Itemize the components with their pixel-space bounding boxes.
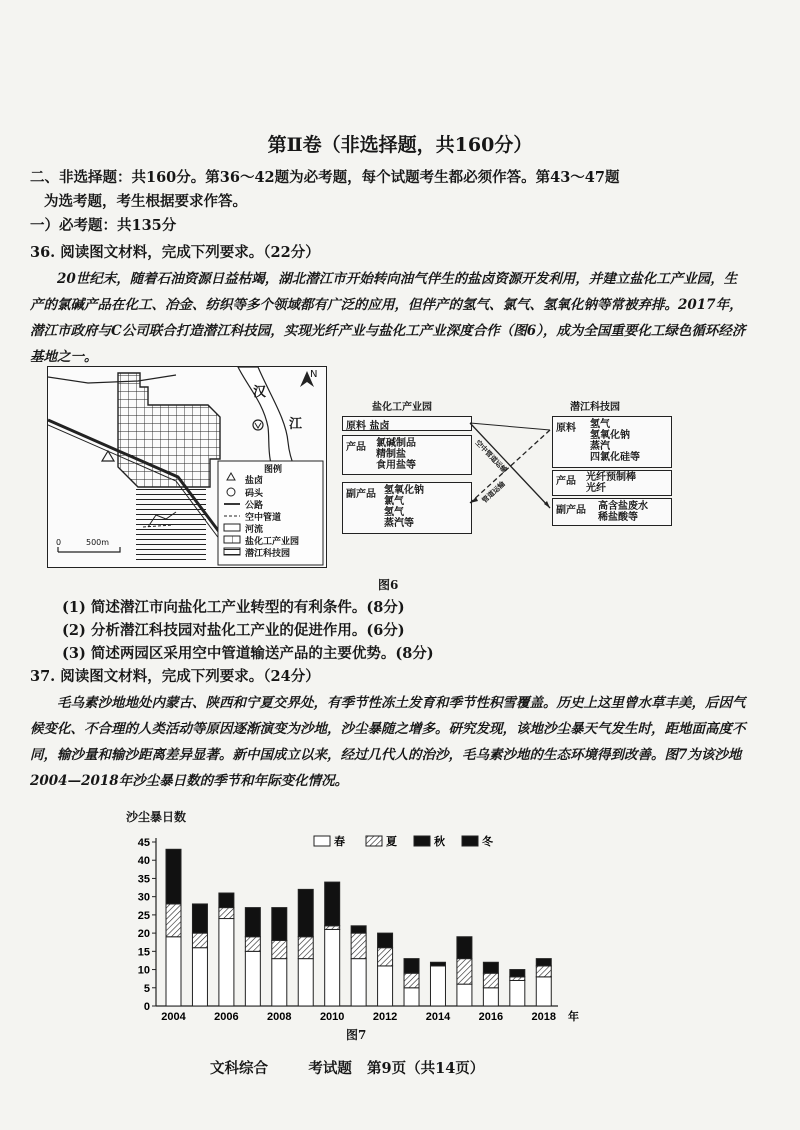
legend-title: 图例 — [264, 465, 283, 475]
legend-item: 盐化工产业园 — [245, 537, 300, 547]
bar-segment — [536, 977, 551, 1006]
legend-swatch — [414, 836, 430, 846]
legend-item: 空中管道 — [245, 513, 282, 523]
bar-segment — [219, 908, 234, 919]
arrow-label-down: 管道运输 — [480, 480, 507, 505]
north-label: N — [310, 369, 318, 380]
y-tick-label: 25 — [137, 909, 150, 922]
bar-segment — [404, 988, 419, 1006]
byproduct-item: 氢氧化钠 — [384, 485, 424, 496]
y-tick-label: 30 — [137, 891, 150, 904]
q36-header: 36. 阅读图文材料，完成下列要求。（22分） — [30, 244, 320, 261]
bar-segment — [378, 966, 393, 1006]
bar-segment — [457, 984, 472, 1006]
q36-flow-diagram — [340, 398, 760, 538]
legend-item: 公路 — [245, 501, 264, 511]
x-tick-label: 2012 — [372, 1011, 398, 1023]
right-park-title: 潜江科技园 — [570, 402, 620, 413]
product-item: 食用盐等 — [376, 460, 416, 471]
bar-segment — [483, 962, 498, 973]
bar-segment — [272, 940, 287, 958]
bar-segment — [325, 882, 340, 926]
right-by-label: 副产品 — [556, 505, 586, 516]
bar-segment — [192, 948, 207, 1006]
legend-label: 春 — [334, 836, 345, 848]
x-tick-label: 2014 — [425, 1011, 451, 1023]
q36-question-1: (1) 简述潜江市向盐化工产业转型的有利条件。(8分) — [62, 599, 405, 616]
bar-segment — [192, 904, 207, 933]
road-north — [48, 375, 176, 383]
river-label-1: 汉 — [253, 385, 267, 400]
x-tick-label: 2006 — [214, 1011, 239, 1023]
page-footer: 文科综合 考试题 第9页（共14页） — [210, 1060, 485, 1077]
q36-map — [47, 366, 327, 568]
x-tick-label: 2016 — [478, 1011, 504, 1023]
river-label-2: 江 — [289, 417, 303, 432]
raw-item: 蒸汽 — [590, 441, 610, 452]
left-by-label: 副产品 — [346, 489, 376, 500]
legend-label: 夏 — [386, 836, 397, 848]
bar-segment — [510, 977, 525, 981]
byproduct-item: 高含盐废水 — [598, 501, 648, 512]
figure7-caption: 图7 — [346, 1028, 367, 1042]
bar-segment — [404, 973, 419, 988]
chart-ylabel: 沙尘暴日数 — [126, 810, 187, 824]
dust-storm-chart — [110, 828, 610, 1028]
bar-segment — [536, 959, 551, 966]
bar-segment — [298, 889, 313, 936]
raw-item: 氢气 — [590, 419, 610, 430]
page-title: 第Ⅱ卷（非选择题，共160分） — [267, 134, 533, 156]
y-tick-label: 45 — [137, 837, 150, 849]
right-raw-label: 原料 — [556, 423, 576, 434]
bar-segment — [219, 919, 234, 1006]
bar-segment — [483, 988, 498, 1006]
bar-segment — [325, 926, 340, 930]
bar-segment — [457, 937, 472, 959]
section-instruction-1: 二、非选择题：共160分。第36～42题为必考题，每个试题考生都必须作答。第43～47题 — [30, 169, 620, 186]
y-tick-label: 20 — [137, 928, 150, 941]
legend-label: 冬 — [482, 836, 493, 848]
bar-segment — [219, 893, 234, 908]
product-item: 精制盐 — [376, 449, 406, 460]
bar-segment — [430, 962, 445, 966]
y-tick-label: 15 — [137, 946, 150, 959]
bar-segment — [351, 933, 366, 959]
scale-zero: 0 — [56, 538, 62, 547]
left-park-title: 盐化工产业园 — [372, 402, 432, 413]
subsection-heading: 一）必考题：共135分 — [30, 217, 177, 234]
raw-item: 四氯化硅等 — [590, 452, 640, 463]
bar-segment — [245, 951, 260, 1006]
product-item: 光纤 — [586, 483, 606, 494]
bar-segment — [430, 966, 445, 1006]
legend-label: 秋 — [434, 836, 445, 848]
q36-paragraph — [30, 266, 750, 370]
section-instruction-2: 为选考题，考生根据要求作答。 — [44, 193, 247, 210]
left-raw: 原料 盐卤 — [346, 421, 390, 432]
bar-segment — [457, 959, 472, 985]
byproduct-item: 稀盐酸等 — [598, 512, 638, 523]
figure6-caption: 图6 — [378, 578, 399, 592]
bar-segment — [483, 973, 498, 988]
q36-question-3: (3) 简述两园区采用空中管道输送产品的主要优势。(8分) — [62, 645, 434, 662]
bar-segment — [192, 933, 207, 948]
legend-item: 码头 — [245, 489, 264, 499]
x-tick-label: 2008 — [267, 1011, 292, 1023]
arrow-label-up: 空中管道运输 — [473, 438, 509, 475]
bar-segment — [298, 959, 313, 1006]
bar-segment — [272, 959, 287, 1006]
q37-header: 37. 阅读图文材料，完成下列要求。（24分） — [30, 668, 320, 685]
q36-question-2: (2) 分析潜江科技园对盐化工产业的促进作用。(6分) — [62, 622, 405, 639]
bar-segment — [510, 980, 525, 1006]
legend-item: 潜江科技园 — [245, 549, 291, 559]
y-tick-label: 35 — [137, 873, 150, 886]
bar-segment — [378, 933, 393, 948]
bar-segment — [166, 937, 181, 1006]
raw-item: 氢氧化钠 — [590, 430, 630, 441]
salt-chemical-park — [118, 373, 220, 487]
bar-segment — [351, 926, 366, 933]
x-axis-label: 年 — [568, 1011, 579, 1023]
byproduct-item: 氯气 — [384, 496, 404, 507]
y-tick-label: 5 — [143, 982, 150, 995]
right-product-label: 产品 — [556, 476, 576, 487]
bar-segment — [166, 904, 181, 937]
legend-swatch — [462, 836, 478, 846]
x-tick-label: 2018 — [531, 1011, 557, 1023]
bar-segment — [298, 937, 313, 959]
q36-paragraph-text: 20世纪末，随着石油资源日益枯竭，湖北潜江市开始转向油气伴生的盐卤资源开发利用，并建立盐化工产业园，生产的氯碱产品在化工、冶金、纺织等多个领域都有广泛的应用，但伴产的氢气、氯气、氢氧化钠等常被弃排。2017年，潜江市政府与C公司联合打造潜江科技园，实现光纤产业与盐化工产业深度合作（图6），成为全国重要化工绿色循环经济基地之一。 — [30, 271, 746, 365]
bar-segment — [510, 970, 525, 977]
byproduct-item: 氢气 — [384, 507, 404, 518]
q37-paragraph — [30, 690, 750, 794]
y-tick-label: 0 — [143, 1001, 150, 1013]
bar-segment — [378, 948, 393, 966]
q37-paragraph-text: 毛乌素沙地地处内蒙古、陕西和宁夏交界处，有季节性冻土发育和季节性积雪覆盖。历史上这里曾水草丰美，后因气候变化、不合理的人类活动等原因逐渐演变为沙地，沙尘暴随之增多。研究发现，该地沙尘暴天气发生时，距地面高度不同，输沙量和输沙距离差异显著。新中国成立以来，经过几代人的治沙，毛乌素沙地的生态环境得到改善。图7为该沙地2004—2018年沙尘暴日数的季节和年际变化情况。 — [30, 695, 746, 789]
bar-segment — [536, 966, 551, 977]
scale-label: 500m — [86, 538, 110, 547]
legend-swatch — [366, 836, 382, 846]
y-tick-label: 40 — [137, 855, 150, 868]
bar-segment — [245, 937, 260, 952]
byproduct-item: 蒸汽等 — [384, 518, 414, 529]
bar-segment — [245, 908, 260, 937]
left-product-label: 产品 — [346, 442, 366, 453]
x-tick-label: 2004 — [161, 1011, 186, 1023]
bar-segment — [325, 929, 340, 1006]
product-item: 氯碱制品 — [376, 438, 416, 449]
brine-well-symbol — [102, 451, 114, 461]
bar-segment — [272, 908, 287, 941]
product-item: 光纤预制棒 — [586, 472, 636, 483]
bar-segment — [404, 959, 419, 974]
y-tick-label: 10 — [137, 964, 150, 977]
x-tick-label: 2010 — [319, 1011, 345, 1023]
flow-arrows — [340, 398, 760, 538]
bar-segment — [351, 959, 366, 1006]
bar-segment — [166, 849, 181, 904]
legend-item: 盐卤 — [245, 476, 264, 486]
legend-swatch — [314, 836, 330, 846]
legend-item: 河流 — [245, 525, 264, 535]
